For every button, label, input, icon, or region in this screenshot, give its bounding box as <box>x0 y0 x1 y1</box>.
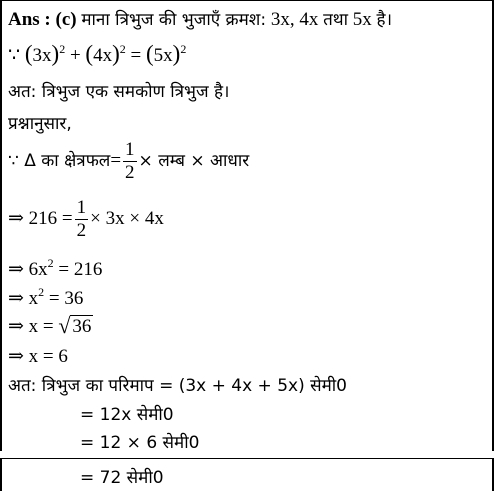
as-per-question-line: प्रश्नानुसार, <box>8 114 72 134</box>
sqrt-icon: √ <box>58 313 71 338</box>
final-answer-box <box>0 458 494 491</box>
step5-line: ⇒ x = 6 <box>8 346 68 367</box>
side3-text: 5x <box>352 9 372 30</box>
perimeter-line-3: = 12 × 6 सेमी0 <box>80 433 200 453</box>
area-equals: = <box>110 149 122 171</box>
half-fraction <box>123 139 137 184</box>
tatha-text: तथा <box>323 10 349 30</box>
step2-power: 2 <box>47 256 54 270</box>
step3-text: ⇒ x <box>8 288 39 309</box>
perimeter-line-2: = 12x सेमी0 <box>80 405 174 425</box>
power1: 2 <box>59 42 66 56</box>
step2-rest: = 216 <box>53 259 103 280</box>
term3: 5x <box>153 45 173 66</box>
conclusion-line: अत: त्रिभुज एक समकोण त्रिभुज है। <box>8 82 230 102</box>
half-numerator: 1 <box>125 139 135 160</box>
power2: 2 <box>119 42 126 56</box>
step3-power: 2 <box>38 285 45 299</box>
step2-text: ⇒ 6x <box>8 259 48 280</box>
step1-line <box>8 197 164 242</box>
hai-text: है। <box>376 10 393 30</box>
sides-text: 3x, 4x <box>270 9 319 30</box>
plus-sign: + <box>69 45 81 66</box>
area-prefix: ∵ Δ का क्षेत्रफल <box>8 150 111 171</box>
step1-numerator: 1 <box>76 197 87 218</box>
sqrt-expression <box>58 313 93 338</box>
area-rest: × लम्ब × आधार <box>138 150 250 171</box>
answer-option: (c) <box>55 9 77 30</box>
sqrt-argument: 36 <box>72 316 92 337</box>
ans-label: Ans : <box>8 9 51 30</box>
because-symbol: ∵ <box>8 45 21 66</box>
term1: 3x <box>32 45 52 66</box>
step3-rest: = 36 <box>44 288 84 309</box>
step4-line <box>8 315 93 338</box>
step1-fraction <box>75 197 89 242</box>
pythagoras-equation: ∵ $(3x)^2 + (4x)^2 = (5x)^2$ <box>8 41 187 66</box>
step1-rhs: × 3x × 4x <box>90 207 164 229</box>
step3-line <box>8 285 83 310</box>
final-answer-line: = 72 सेमी0 <box>80 468 164 488</box>
answer-header <box>8 7 392 31</box>
area-formula-line <box>8 139 249 184</box>
step2-line <box>8 256 102 281</box>
term2: 4x <box>93 45 113 66</box>
step1-lhs: ⇒ 216 = <box>8 207 73 229</box>
step4-lhs: ⇒ x = <box>8 316 54 337</box>
half-denominator: 2 <box>125 162 135 183</box>
power3: 2 <box>180 42 187 56</box>
step1-denominator: 2 <box>76 220 87 241</box>
perimeter-line: अत: त्रिभुज का परिमाप = (3x + 4x + 5x) सेमी0 <box>8 376 347 396</box>
statement-text: माना त्रिभुज की भुजाएँ क्रमश: <box>81 10 267 30</box>
equals-sign: = <box>130 45 142 66</box>
